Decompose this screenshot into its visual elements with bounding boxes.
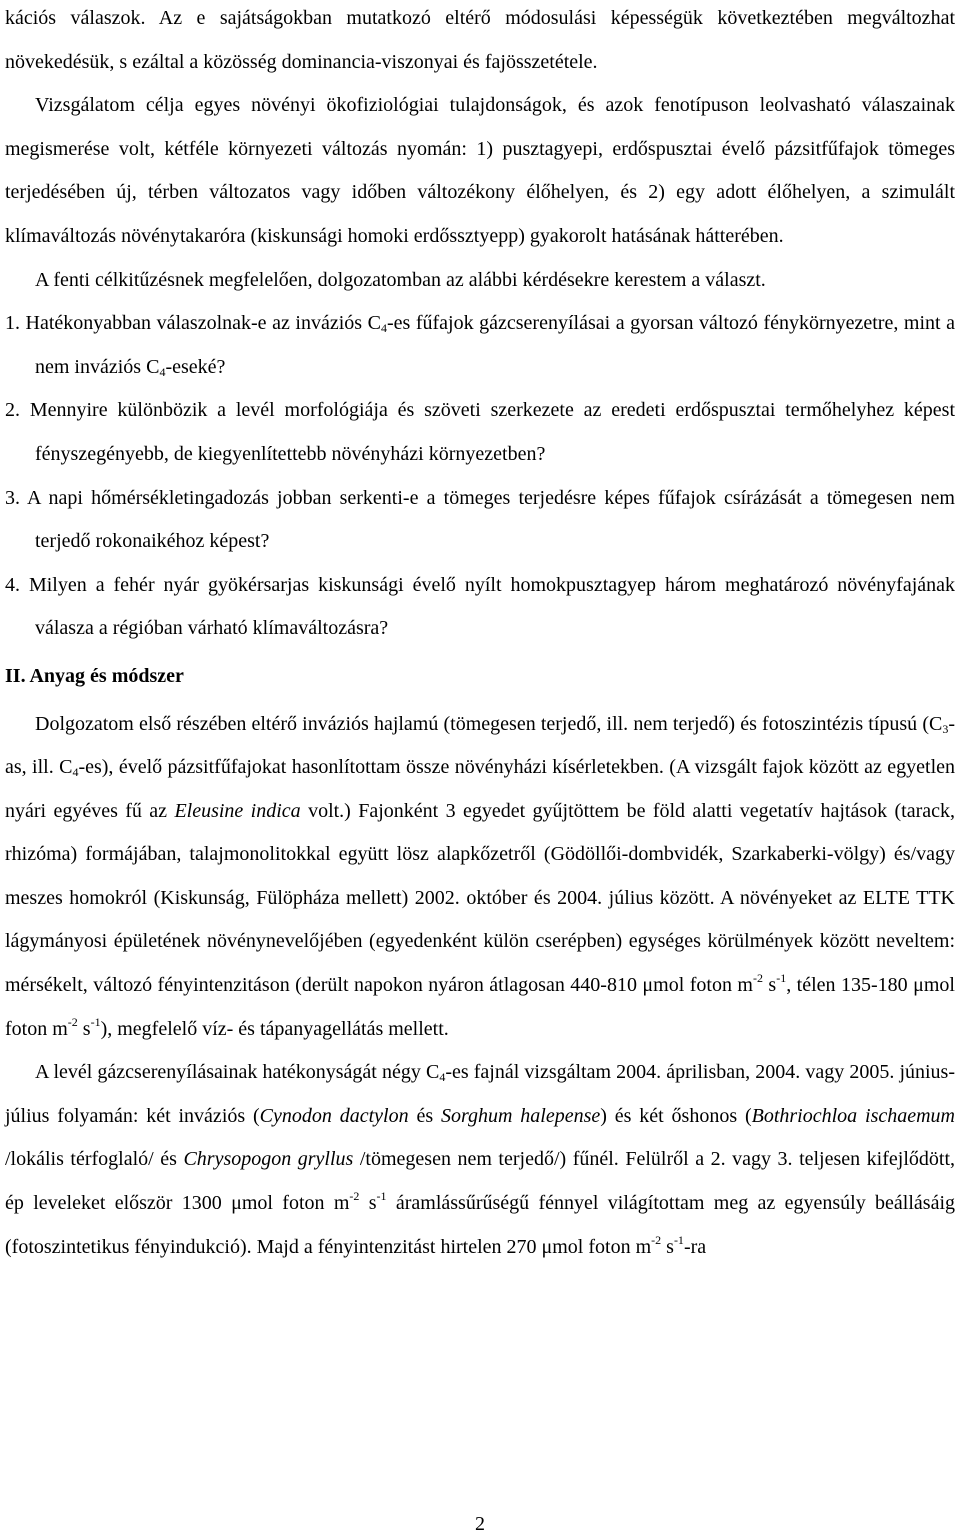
text-run: -as, ill. C [5,712,955,779]
text-run: A fenti célkitűzésnek megfelelően, dolgozatomban az alábbi kérdésekre kerestem a választ. [35,268,766,291]
script-text: -2 [349,1189,360,1204]
text-run: -es fajnál vizsgáltam 2004. áprilisban, 2004. vagy 2005. június-július folyamán: két inváziós ( [5,1061,955,1127]
script-text: 4 [72,765,79,780]
text-run: II. Anyag és módszer [5,664,184,687]
text-run: -es fűfajok gázcserenyílásai a gyorsan változó fénykörnyezetre, mint a nem inváziós C [35,312,955,378]
text-run: s [77,1017,91,1040]
text-run: A levél gázcserenyílásainak hatékonyságát négy C [35,1061,440,1084]
text-run: Vizsgálatom célja egyes növényi ökofiziológiai tulajdonságok, és azok fenotípuson leolvasható válaszainak megismerése volt, kétféle környezeti változás nyomán: 1) pusztagyepi, erdőspusztai évelő pázsitfűfajok tömeges terjedésében új, térben változatos vagy időben változékony élőhelyen, és 2) egy adott élőhelyen, a szimulált klímaváltozás növénytakaróra (kiskunsági homoki erdőssztyepp) gyakorolt hatásának hátterében. [5,94,955,247]
text-run: s [661,1235,674,1258]
text-run: s [359,1192,377,1215]
paragraph-q-1 [5,302,955,389]
script-text: -2 [752,971,763,986]
paragraph-h-methods [5,655,955,699]
paragraph-p-continued [5,0,955,84]
text-run: s [762,974,777,997]
species-name: Eleusine indica [174,799,301,822]
text-run: 2. Mennyire különbözik a levél morfológiája és szöveti szerkezete az eredeti erdőspusztai termőhelyhez képest fényszegényebb, de kiegyenlítettebb növényházi környezetben? [5,399,955,465]
script-text: -2 [651,1232,662,1247]
page-number: 2 [475,1513,485,1535]
paragraph-p-methods-2 [5,1051,955,1269]
paragraph-p-aim [5,84,955,258]
text-run: Dolgozatom első részében eltérő inváziós hajlamú (tömegesen terjedő, ill. nem terjedő) és fotoszintézis típusú (C [35,712,943,735]
script-text: 3 [942,721,949,736]
paragraph-p-goals [5,259,955,303]
text-run: volt.) Fajonként 3 egyedet gyűjtöttem be föld alatti vegetatív hajtások (tarack, rhizóma) formájában, talajmonolitokkal együtt lösz alapkőzetről (Gödöllői-dombvidék, Szarkaberki-völgy) és/vagy meszes homokról (Kiskunság, Fülöpháza mellett) 2002. október és 2004. július között. A növényeket az ELTE TTK lágymányosi épületének növénynevelőjében (egyedenként külön cserépben) egységes körülmények között neveltem: mérsékelt, változó fényintenzitáson (derült napokon nyáron átlagosan 440-810 μmol foton m [5,799,955,997]
script-text: 4 [380,321,387,336]
text-run: , télen 135-180 μmol foton m [5,974,955,1040]
species-name: Chrysopogon gryllus [183,1148,354,1171]
text-run: ), megfelelő víz- és tápanyagellátás mellett. [100,1017,449,1040]
text-run: kációs válaszok. Az e sajátságokban mutatkozó eltérő módosulási képességük következtében megváltozhat növekedésük, s ezáltal a közösség dominancia-viszonyai és fajösszetétele. [5,7,955,73]
species-name: Sorghum halepense [440,1104,601,1127]
text-run: 3. A napi hőmérsékletingadozás jobban serkenti-e a tömeges terjedésre képes fűfajok csírázását a tömegesen nem terjedő rokonaikéhoz képest? [5,486,955,553]
text-run: ) és két őshonos ( [600,1104,752,1127]
text-run: -eseké? [165,355,226,378]
text-run: -ra [683,1235,707,1258]
script-text: 4 [439,1070,446,1085]
text-run: áramlássűrűségű fénnyel világítottam meg az egyensúly beállásáig (fotoszintetikus fényindukció). Majd a fényintenzitást hirtelen 270 μmol foton m [5,1192,955,1258]
text-run: 4. Milyen a fehér nyár gyökérsarjas kiskunsági évelő nyílt homokpusztagyep három meghatározó növényfajának válasza a régióban várható klímaváltozásra? [5,573,955,640]
paragraph-q-3 [5,477,955,564]
text-run: és [408,1104,441,1127]
paragraph-q-4 [5,564,955,651]
text-run: /lokális térfoglaló/ és [5,1148,184,1171]
text-run: -es), évelő pázsitfűfajokat hasonlítottam össze növényházi kísérletekben. (A vizsgált fajok között az egyetlen nyári egyéves fű az [5,756,955,822]
paragraph-q-2 [5,389,955,476]
body-text [5,0,955,1269]
paragraph-p-methods-1 [5,703,955,1052]
script-text: -1 [376,1189,387,1204]
species-name: Bothriochloa ischaemum [751,1104,955,1127]
script-text: -1 [90,1014,101,1029]
text-run: 1. Hatékonyabban válaszolnak-e az inváziós C [5,312,381,335]
text-run: /tömegesen nem terjedő/) fűnél. Felülről a 2. vagy 3. teljesen kifejlődött, ép leveleket először 1300 μmol foton m [5,1148,956,1215]
script-text: 4 [159,364,166,379]
script-text: -1 [673,1232,684,1247]
script-text: -2 [67,1014,78,1029]
species-name: Cynodon dactylon [259,1104,409,1127]
script-text: -1 [776,971,787,986]
